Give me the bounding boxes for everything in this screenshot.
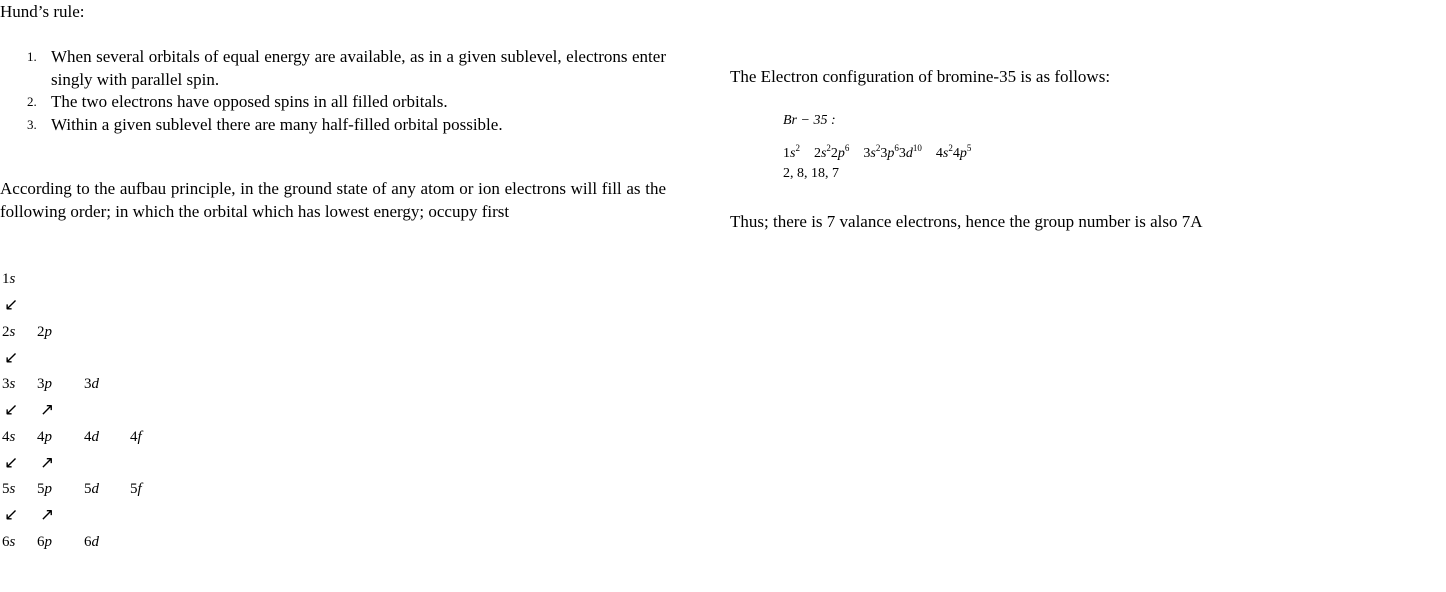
arrow-down-left-icon: ↙: [4, 400, 19, 421]
bromine-label: [783, 112, 836, 130]
orbital-label: 2s: [2, 323, 16, 340]
orbital-label: 2p: [37, 323, 52, 340]
arrow-up-right-icon: ↗: [40, 505, 55, 526]
arrow-down-left-icon: ↙: [4, 505, 19, 526]
orbital-label: 5d: [84, 481, 99, 498]
orbital-label: 3s: [2, 376, 16, 393]
orbital-label: 3p: [37, 376, 52, 393]
hund-rule-heading: Hund’s rule:: [0, 2, 85, 21]
hund-rule-list: [0, 46, 666, 136]
list-item-text: The two electrons have opposed spins in all filled orbitals.: [51, 92, 448, 111]
orbital-label: 6p: [37, 534, 52, 550]
config-term: $2s^2$: [813, 143, 831, 161]
list-item-text: When several orbitals of equal energy are available, as in a given sublevel, electrons enter singly with parallel spin.: [51, 47, 666, 89]
hund-rule-item: [0, 91, 666, 114]
config-term: $1s^2$: [783, 143, 800, 161]
arrow-down-left-icon: ↙: [4, 347, 19, 368]
hund-rule-item: [0, 46, 666, 91]
orbital-label: 5s: [2, 481, 16, 498]
hund-rule-item: [0, 114, 666, 137]
orbital-label: 4s: [2, 428, 16, 445]
config-term: $3d^{10}$: [898, 143, 922, 161]
list-item-text: Within a given sublevel there are many half-filled orbital possible.: [51, 114, 503, 134]
orbital-label: 1s: [2, 271, 16, 287]
arrow-up-right-icon: ↗: [40, 400, 55, 421]
bromine-label-text: Br − 35 :: [783, 113, 836, 128]
config-term: $3s^2$: [863, 143, 881, 161]
list-number: 3.: [27, 116, 37, 132]
orbital-label: 6s: [2, 534, 16, 550]
shell-distribution: 2, 8, 18, 7: [783, 166, 839, 181]
config-term: $2p^6$: [830, 143, 850, 161]
config-term: $3p^6$: [880, 143, 899, 161]
arrow-down-left-icon: ↙: [4, 452, 19, 473]
arrow-down-left-icon: ↙: [4, 295, 19, 315]
electron-configuration: [783, 139, 971, 163]
orbital-label: 4p: [37, 428, 52, 445]
orbital-label: 3d: [84, 376, 99, 393]
orbital-label: 6d: [84, 534, 99, 550]
config-term: $4s^2$: [935, 143, 953, 161]
conclusion-text: Thus; there is 7 valance electrons, hence the group number is also 7A: [730, 212, 1203, 231]
bromine-intro: The Electron configuration of bromine-35 is as follows:: [730, 67, 1111, 86]
orbital-label: 5f: [130, 481, 142, 498]
arrow-up-right-icon: ↗: [40, 452, 55, 473]
orbital-label: 4d: [84, 428, 99, 445]
list-number: 1.: [27, 49, 37, 64]
orbital-label: 4f: [130, 428, 142, 445]
config-term: $4p^5$: [952, 143, 972, 161]
aufbau-paragraph: According to the aufbau principle, in the ground state of any atom or ion electrons will fill as the following order; in which the orbital which has lowest energy; occupy first: [0, 179, 666, 221]
list-number: 2.: [27, 94, 37, 109]
orbital-label: 5p: [37, 481, 52, 498]
